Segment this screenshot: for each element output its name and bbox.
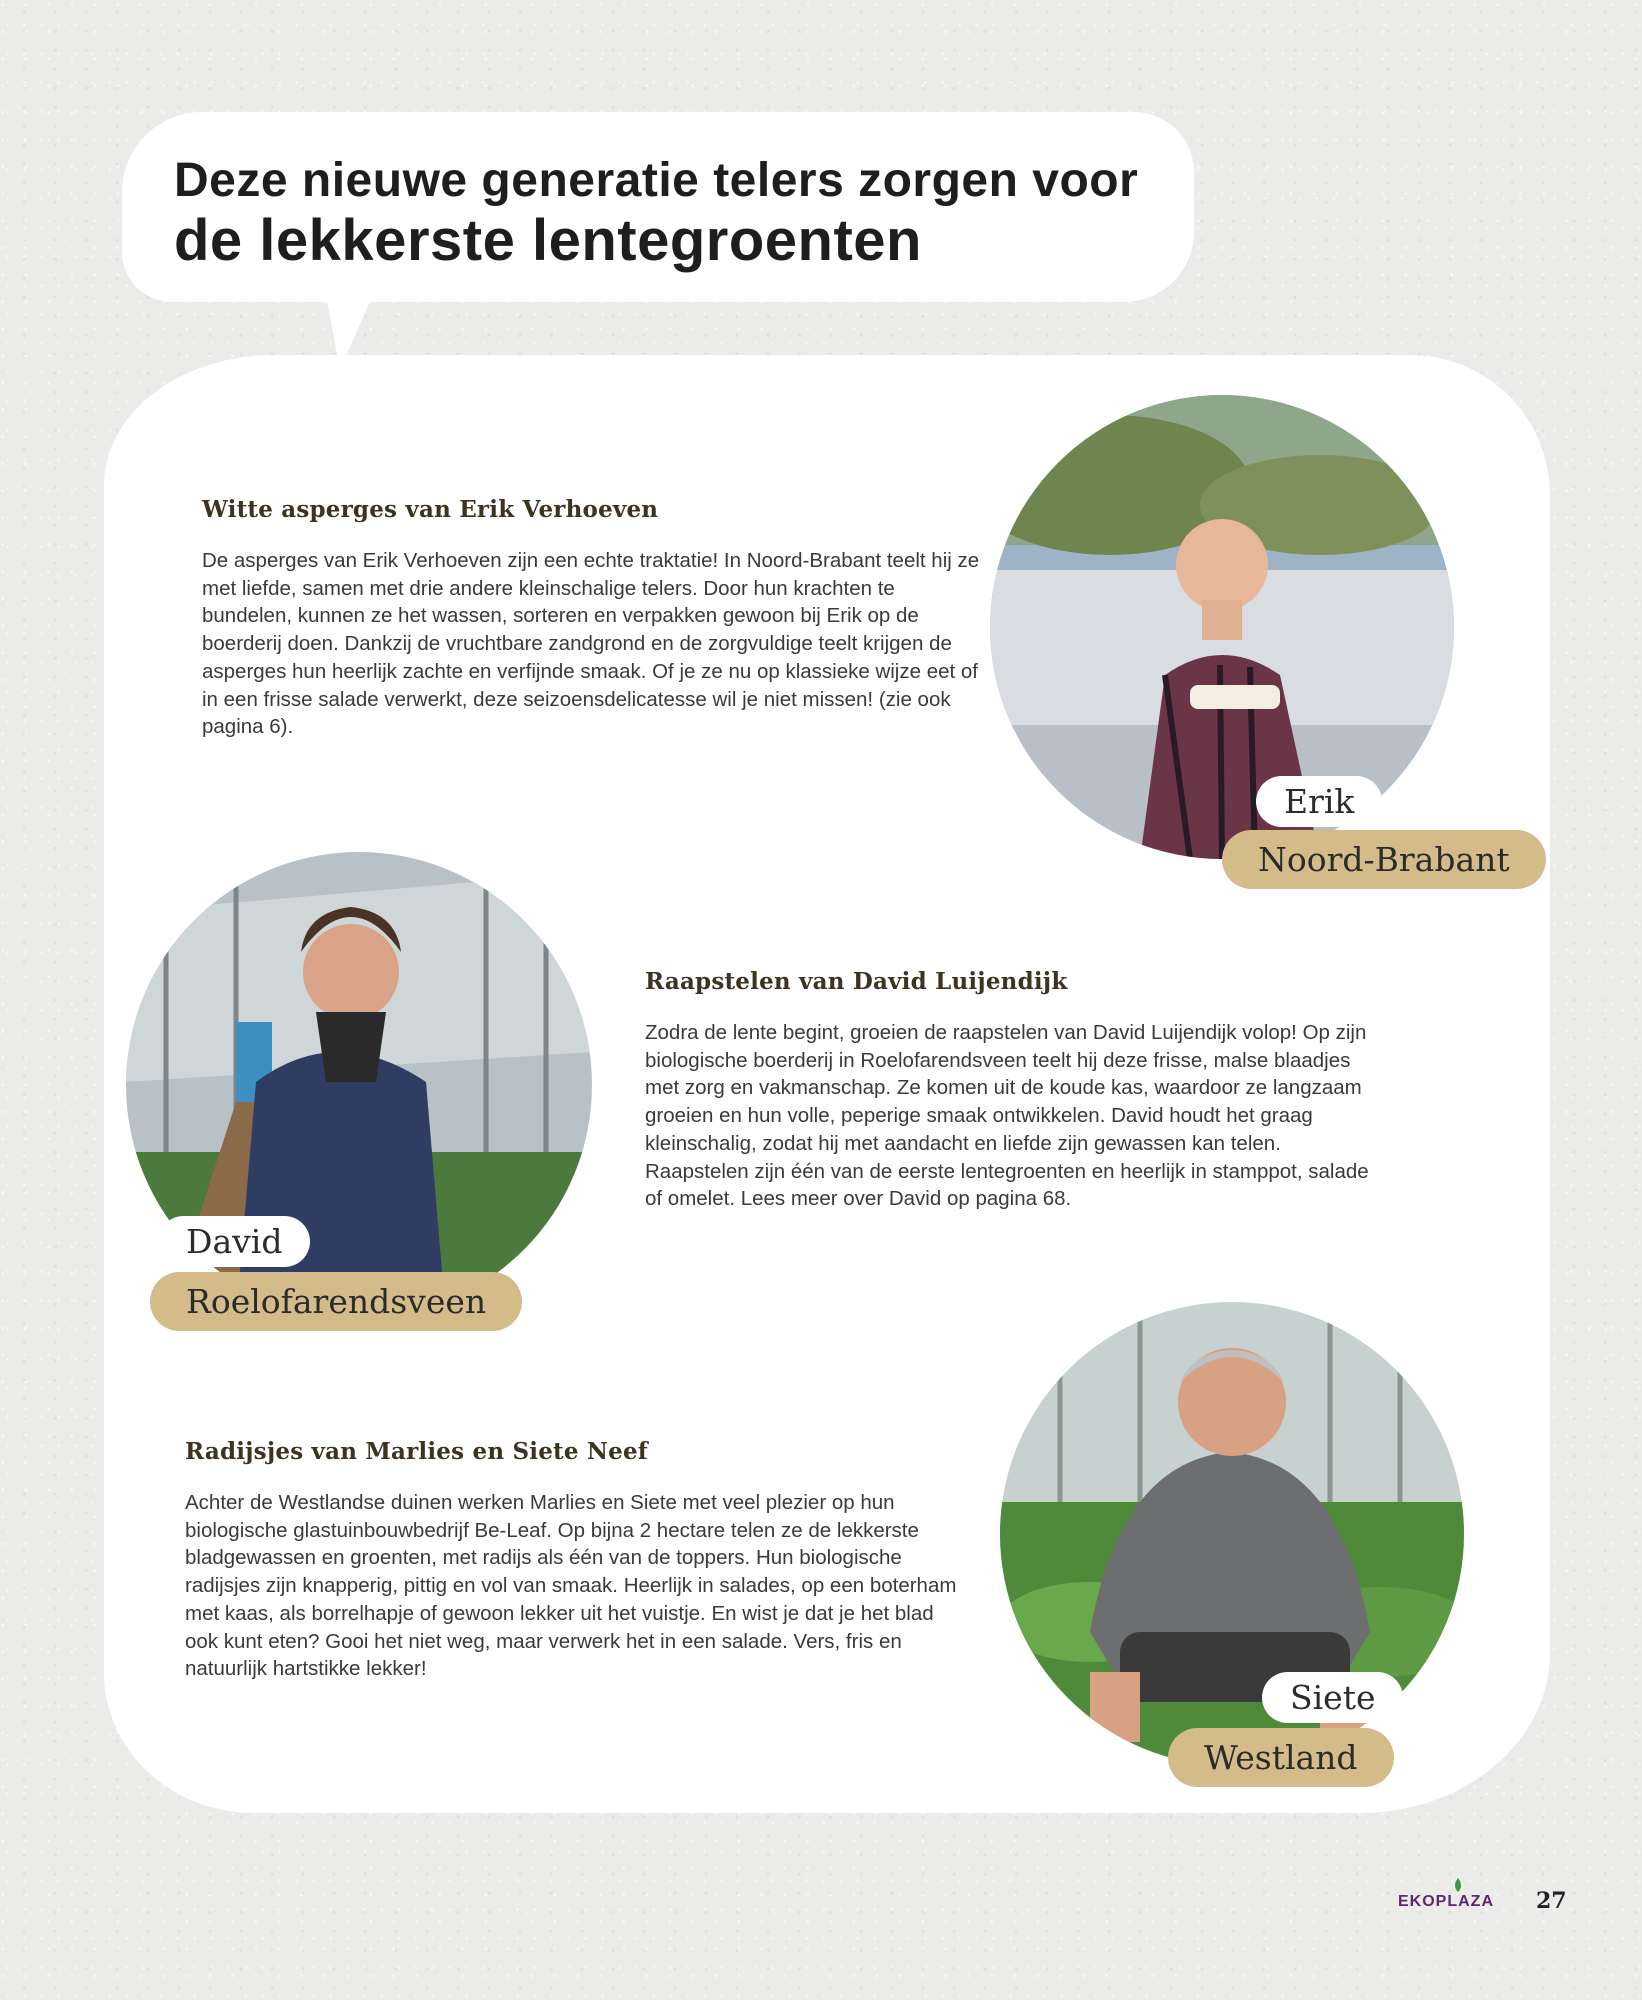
grower-david-section [645, 968, 1385, 1213]
grower-erik-title: Witte asperges van Erik Verhoeven [202, 496, 659, 523]
grower-erik-section [202, 496, 982, 741]
erik-photo [990, 395, 1454, 859]
siete-name-tag: Siete [1262, 1672, 1403, 1723]
grower-david-body: Zodra de lente begint, groeien de raapstelen van David Luijendijk volop! Op zijn biologische boerderij in Roelofarendsveen teelt hij deze frisse, malse blaadjes met zorg en vakmanschap. Ze komen uit de koude kas, waardoor ze langzaam groeien en hun volle, peperige smaak ontwikkelen. David houdt het graag kleinschalig, zodat hij met aandacht en liefde zijn gewassen kan telen. Raapstelen zijn één van de eerste lentegroenten en heerlijk in stamppot, salade of omelet. Lees meer over David op pagina 68. [645, 1021, 1369, 1211]
grower-siete-body: Achter de Westlandse duinen werken Marlies en Siete met veel plezier op hun biologische glastuinbouwbedrijf Be-Leaf. Op bijna 2 hectare telen ze de lekkerste bladgewassen en groenten, met radijs als één van de toppers. Hun biologische radijsjes zijn knapperig, pittig en vol van smaak. Heerlijk in salades, op een boterham met kaas, als borrelhapje of gewoon lekker uit het vuistje. En wist je dat je het blad ook kunt eten? Gooi het niet weg, maar verwerk het in een salade. Vers, fris en natuurlijk hartstikke lekker! [185, 1491, 957, 1681]
ekoplaza-logo: EKOPLAZA [1398, 1893, 1494, 1910]
erik-photo-illustration [990, 395, 1454, 859]
grower-erik-body: De asperges van Erik Verhoeven zijn een echte traktatie! In Noord-Brabant teelt hij ze met liefde, samen met drie andere kleinschalige telers. Door hun krachten te bundelen, kunnen ze het wassen, sorteren en verpakken gewoon bij Erik op de boerderij doen. Dankzij de vruchtbare zandgrond en de zorgvuldige teelt krijgen de asperges hun heerlijk zachte en verfijnde smaak. Of je ze nu op klassieke wijze eet of in een frisse salade verwerkt, deze seizoensdelicatesse wil je niet missen! (zie ook pagina 6). [202, 549, 980, 739]
grower-david-title: Raapstelen van David Luijendijk [645, 968, 1068, 995]
headline-line-2: de lekkerste lentegroenten [174, 208, 922, 273]
page-number: 27 [1536, 1888, 1567, 1914]
page-headline [174, 152, 1138, 272]
david-name-tag: David [158, 1216, 310, 1267]
grower-siete-section [185, 1438, 965, 1683]
headline-line-1: Deze nieuwe generatie telers zorgen voor [174, 154, 1139, 207]
david-region-tag: Roelofarendsveen [150, 1272, 522, 1331]
leaf-icon [1450, 1878, 1466, 1892]
grower-siete-title: Radijsjes van Marlies en Siete Neef [185, 1438, 648, 1465]
erik-name-tag: Erik [1256, 776, 1382, 827]
siete-region-tag: Westland [1168, 1728, 1394, 1787]
erik-region-tag: Noord-Brabant [1222, 830, 1546, 889]
